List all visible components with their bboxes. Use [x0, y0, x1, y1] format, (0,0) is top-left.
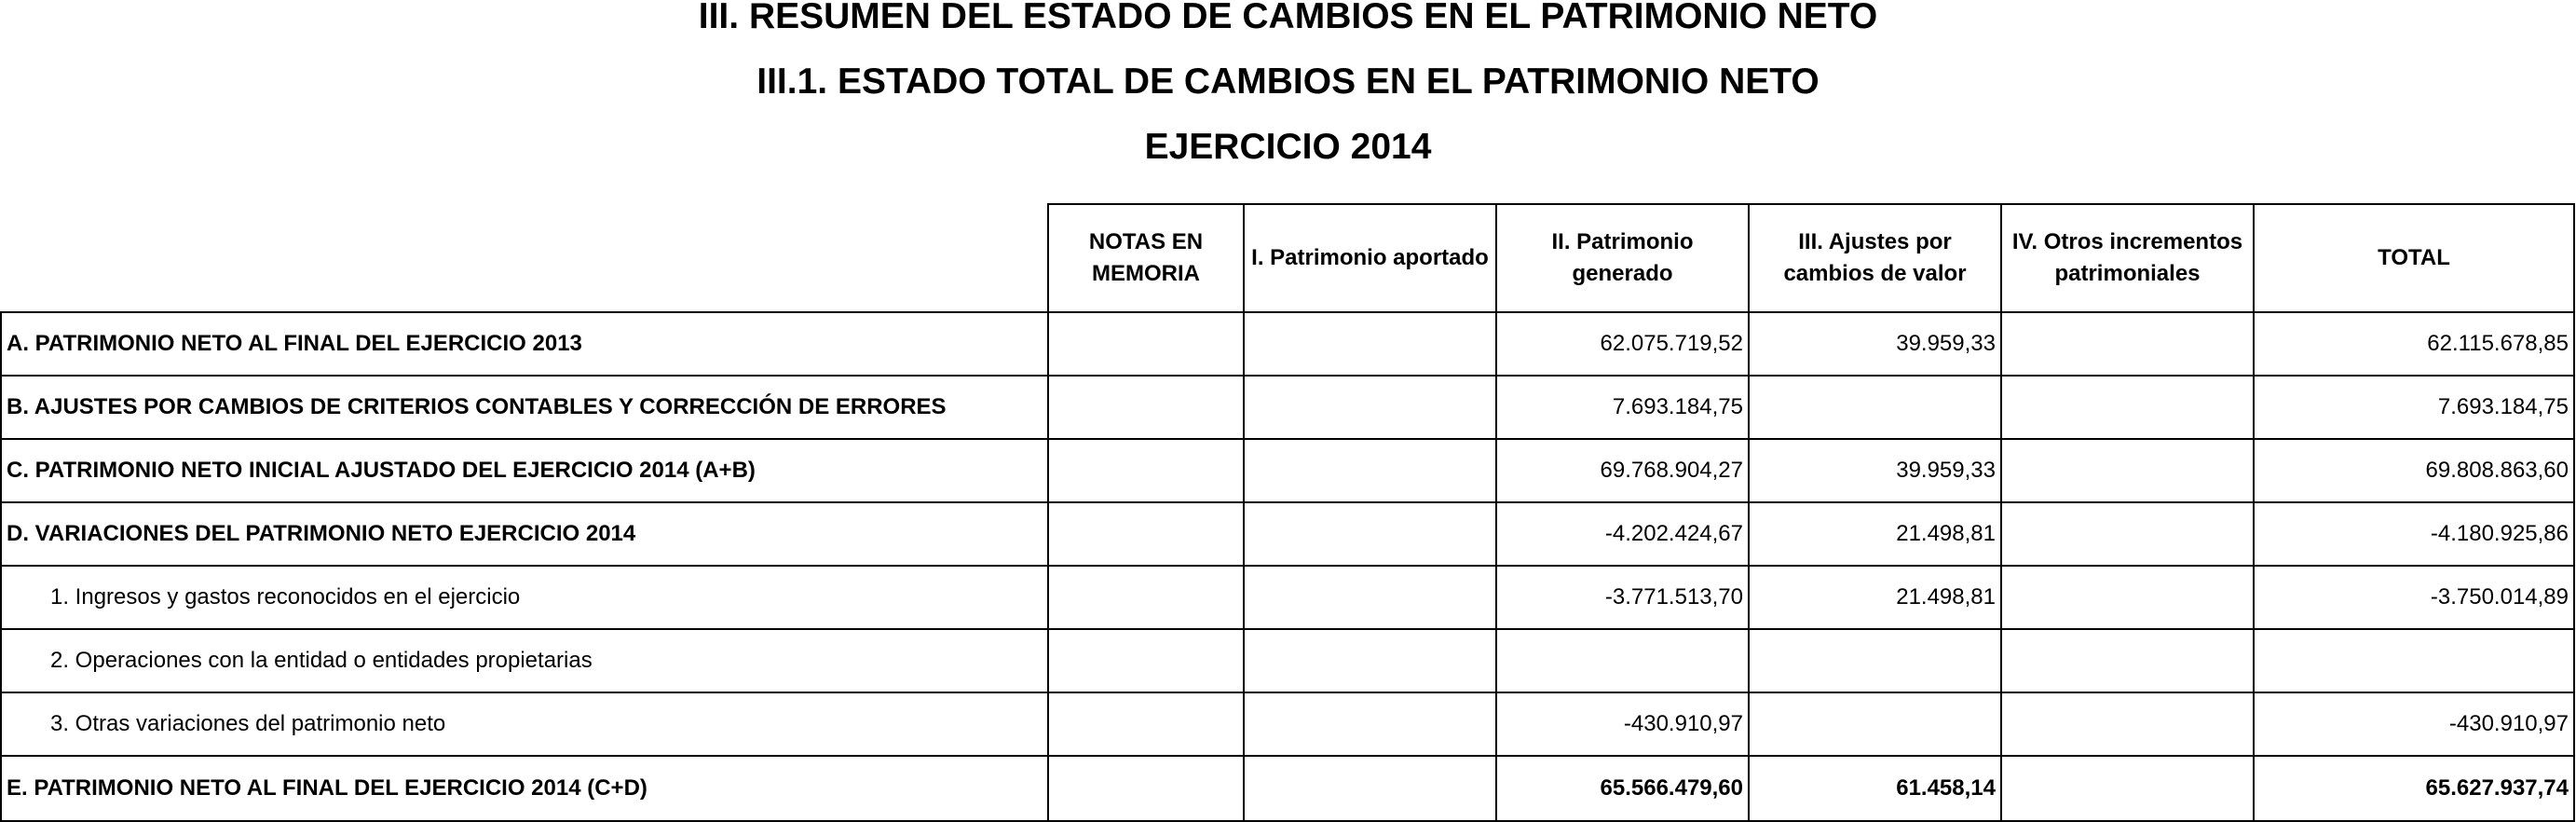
fiscal-year-title: EJERCICIO 2014: [1144, 127, 1432, 167]
cell-notas: [1048, 629, 1244, 692]
cell-aportado: [1244, 566, 1496, 629]
document-title: III. RESUMEN DEL ESTADO DE CAMBIOS EN EL PATRIMONIO NETO: [698, 0, 1878, 36]
cell-otros: [2001, 566, 2254, 629]
cell-ajustes: [1749, 692, 2001, 756]
cell-total: -4.180.925,86: [2254, 502, 2574, 566]
row-label: 1. Ingresos y gastos reconocidos en el ejercicio: [1, 566, 1048, 629]
row-label: C. PATRIMONIO NETO INICIAL AJUSTADO DEL EJERCICIO 2014 (A+B): [1, 439, 1048, 502]
row-label: 2. Operaciones con la entidad o entidades propietarias: [1, 629, 1048, 692]
cell-ajustes: 39.959,33: [1749, 312, 2001, 376]
cell-total: [2254, 629, 2574, 692]
equity-changes-table: [0, 203, 2575, 822]
row-label: E. PATRIMONIO NETO AL FINAL DEL EJERCICIO 2014 (C+D): [1, 756, 1048, 821]
cell-otros: [2001, 692, 2254, 756]
cell-generado: 65.566.479,60: [1496, 756, 1749, 821]
cell-otros: [2001, 756, 2254, 821]
column-header-notas: NOTAS EN MEMORIA: [1048, 204, 1244, 312]
cell-otros: [2001, 629, 2254, 692]
cell-total: 69.808.863,60: [2254, 439, 2574, 502]
cell-total: -430.910,97: [2254, 692, 2574, 756]
row-label: A. PATRIMONIO NETO AL FINAL DEL EJERCICIO 2013: [1, 312, 1048, 376]
table-row: [1, 692, 2574, 756]
column-header-patrimonio-aportado: I. Patrimonio aportado: [1244, 204, 1496, 312]
row-label: B. AJUSTES POR CAMBIOS DE CRITERIOS CONTABLES Y CORRECCIÓN DE ERRORES: [1, 376, 1048, 439]
cell-aportado: [1244, 692, 1496, 756]
cell-generado: 69.768.904,27: [1496, 439, 1749, 502]
cell-generado: -430.910,97: [1496, 692, 1749, 756]
cell-notas: [1048, 376, 1244, 439]
table-row: [1, 376, 2574, 439]
cell-aportado: [1244, 439, 1496, 502]
cell-generado: 7.693.184,75: [1496, 376, 1749, 439]
cell-otros: [2001, 502, 2254, 566]
cell-ajustes: 21.498,81: [1749, 502, 2001, 566]
cell-ajustes: [1749, 376, 2001, 439]
column-header-ajustes: III. Ajustes por cambios de valor: [1749, 204, 2001, 312]
document-subtitle: III.1. ESTADO TOTAL DE CAMBIOS EN EL PATRIMONIO NETO: [756, 62, 1820, 102]
cell-aportado: [1244, 312, 1496, 376]
table-row: [1, 566, 2574, 629]
cell-generado: -4.202.424,67: [1496, 502, 1749, 566]
table-row: [1, 312, 2574, 376]
cell-aportado: [1244, 502, 1496, 566]
cell-total: 62.115.678,85: [2254, 312, 2574, 376]
header-blank-cell: [1, 204, 1048, 312]
cell-otros: [2001, 439, 2254, 502]
cell-ajustes: [1749, 629, 2001, 692]
table-header-row: [1, 204, 2574, 312]
cell-generado: 62.075.719,52: [1496, 312, 1749, 376]
column-header-otros: IV. Otros incrementos patrimoniales: [2001, 204, 2254, 312]
table-row: [1, 439, 2574, 502]
cell-notas: [1048, 756, 1244, 821]
table-row-total: [1, 756, 2574, 821]
cell-ajustes: 21.498,81: [1749, 566, 2001, 629]
cell-ajustes: 61.458,14: [1749, 756, 2001, 821]
cell-aportado: [1244, 756, 1496, 821]
cell-aportado: [1244, 376, 1496, 439]
cell-ajustes: 39.959,33: [1749, 439, 2001, 502]
row-label: 3. Otras variaciones del patrimonio neto: [1, 692, 1048, 756]
column-header-total: TOTAL: [2254, 204, 2574, 312]
row-label: D. VARIACIONES DEL PATRIMONIO NETO EJERCICIO 2014: [1, 502, 1048, 566]
cell-aportado: [1244, 629, 1496, 692]
table-row: [1, 629, 2574, 692]
cell-generado: [1496, 629, 1749, 692]
cell-notas: [1048, 312, 1244, 376]
cell-total: -3.750.014,89: [2254, 566, 2574, 629]
cell-notas: [1048, 502, 1244, 566]
cell-total: 65.627.937,74: [2254, 756, 2574, 821]
cell-notas: [1048, 566, 1244, 629]
cell-generado: -3.771.513,70: [1496, 566, 1749, 629]
cell-notas: [1048, 439, 1244, 502]
cell-total: 7.693.184,75: [2254, 376, 2574, 439]
table-row: [1, 502, 2574, 566]
column-header-patrimonio-generado: II. Patrimonio generado: [1496, 204, 1749, 312]
cell-otros: [2001, 376, 2254, 439]
cell-notas: [1048, 692, 1244, 756]
cell-otros: [2001, 312, 2254, 376]
